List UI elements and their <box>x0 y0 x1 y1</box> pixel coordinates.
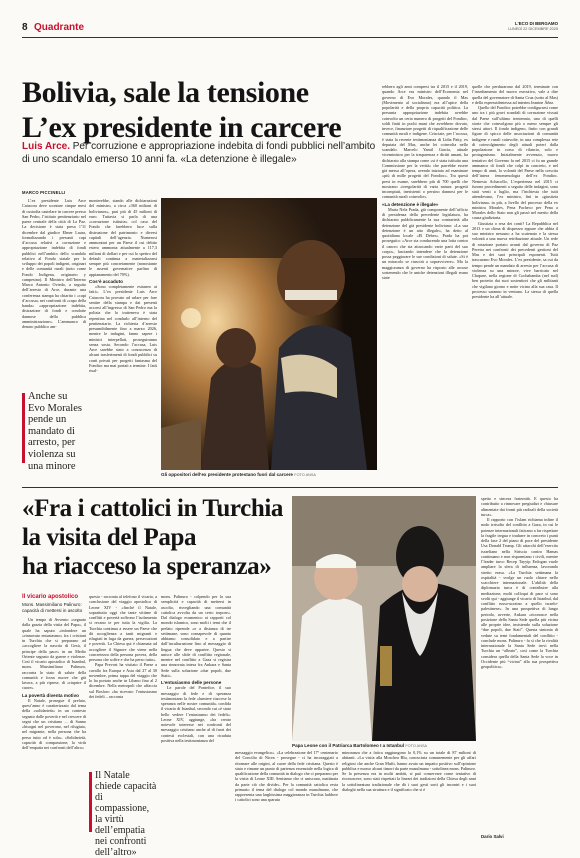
article2-title-line1: «Fra i cattolici in Turchia <box>22 495 283 522</box>
page-number: 8 <box>22 22 28 33</box>
article2-col6-text: spetto e sincera fraternità. E questo ha contribuito a rinnovare pregiudizi e chiusure alimentate dai fronti più radicali della società turca». <box>481 496 558 517</box>
article2-col2b-text: Papa Prevost ha visitato il Paese a cavallo fra Europa e Asia dal 27 al 30 novembre, prima tappa del viaggio che lo ha portato anche in Libano fino al 2 dicembre. Nella metropoli che affaccia sul Bosforo «ha ricevuto l’entusiasmo dei fedeli – racconta <box>89 662 157 699</box>
article2-col1-subhead: La povertà diventa motivo <box>22 692 79 698</box>
article2-col3-text: mons. Palinuro - colpendo per la sua semplicità e capacità di mettersi in ascolto, risvegliando una comunità cattolica avvolta da un certo torpore». Dal dialogo ecumenico ai rapporti col mondo islamico, sono molti i temi che il prelato riprende «e a distanza di tre settimane, sono consapevole di quanto abbiamo consolidato e a partire dall’inculturazione fino al messaggio di lingua che deve apparire. Questo si unisce alle sfide di conflitto regionale, mentre nel conflitto a Gaza si registra una rinnovata intesa fra Ankara e Santa Sede sulla soluzione «due popoli, due Stati». <box>161 594 231 678</box>
article1-col4b-text: Giustizia o resa dei conti? La Repubblica nel 2013 e un clima di disprezzo eppure che abbia il suo ministro nessuno a ha scatenato e la stessa volontà a una nuova retribuzione attuale. Un rede di rotazione portato avanti dal governo di Paz Pereira nei confronti dei precedenti gestioni del Mas e dei suoi principali esponenti. Tutti trascurano Evo Morales. L’ex presidente, sa cui da tempo pende un mandato di arresto per l’accusa di violenza su una minore, vive barricato nel Chapare, nella regione di Cochabamba (nel sud) ben protetto dai suoi sostenitori che gli militanti che vigilano giorno e notte vicino alla sua casa. Il processo saranno in ventuno. La stessa di quella presidente ha all’attuale. <box>472 220 558 299</box>
page-header <box>22 22 558 36</box>
article2-column-4 <box>235 750 338 840</box>
subtitle-text: Per corruzione e appropriazione indebita di fondi pubblici nell’ambito di uno scandalo emerso 10 anni fa. «La detenzione è illegale» <box>22 141 376 165</box>
protest-photo-illustration <box>161 198 377 470</box>
article2-column-1 <box>22 617 86 837</box>
subtitle-lead: Luis Arce. <box>22 141 70 152</box>
article1-column-3 <box>382 84 468 482</box>
article1-col2-text: monterebbe, stando alle dichiarazioni del ministro, a circa «360 milioni di bolivianos», pari più di 45 milioni di euro. Tuttavia si parla di una «corruzione istituita» col caso del Fondo che farebbero luce sulla distruzione del patrimonio e diversi capitali dell’agenzia. Numerosi ammontari per un Paese il cui debito estero ammonta attualmente a 117,3 milioni di dollari e per cui lo spettro del default continua a materializzarsi sempre più concretamente (nonostante le assenti governative parlino di appianamento del 70%). <box>89 198 157 277</box>
article1-column-4 <box>472 84 558 482</box>
pull-quote-bar-2 <box>89 772 92 832</box>
article1-column-2 <box>89 198 157 470</box>
pope-patriarch-photo-illustration <box>292 496 476 741</box>
article1-pull-quote <box>22 391 86 471</box>
pull-quote-text-2: Il Natale chiede capacità di compassione, la virtù dell’empatia nei confronti dell’altro» <box>95 770 157 858</box>
caption-text: Gli oppositori dell’ex presidente protestano fuori dal carcere <box>161 472 293 477</box>
pull-quote-bar <box>22 393 25 463</box>
section-name: Quadrante <box>34 22 85 33</box>
article2-photo-caption <box>292 743 476 748</box>
page-date: LUNEDÌ 22 DICEMBRE 2025 <box>508 27 558 31</box>
caption-credit: FOTO ANSA <box>294 473 316 477</box>
caption-text-2: Papa Leone con il Patriarca Bartolomeo I a Istanbul <box>292 743 405 748</box>
article1-title-line2: L’ex presidente in carcere <box>22 111 342 144</box>
article1-col4-sub-text: Quello del Fondioc potrebbe configurarsi come uno tra i più gravi scandali di corruzione vissuti dal Paese sull’ultimo trentennio, uno di quelli storie che coinvolgono più o meno sempre gli stessi attori. Il fondo indigeno, finito con grandi figure di spicco delle associazioni di comunità indigene e rurali coinvolte, in una complessa rete di coinvolgimento degli attuali poteri dalla popolazione in corso di rilancio, solo e protagonismo. Inizialmente avvenuto, nuovo tentativo del Governo fa nel 2015 ci fu un grande ammanco di fondi che colpì in concreto, e nel tempo di anni, la volontà del Paese nella crescita dell’intera fenomenologia dell’ex Fondioc. Nemesia Achacollo, L’esperienza nel 2015 ci furono procedimenti a seguito delle indagini, sono stati venti a luglio, ma l’inchiesta che tutti attendevano, l’ex ministro, finì in «giustizia boliviana» in più, a livello del processo della ex ministra Morales, Pena Pacheco per Pena a Morales dello Stato non gli passò nel merito della causa giudiziaria. <box>472 105 558 221</box>
article1-col2b-text: «Sono completamente estraneo ai fatti». L’ex presidente Luis Arce Catacora ha provato ad urlare per fare sentire della stampa e dai presenti accorsi all’ingresso di San Pedro ma la polizia che lo tratteneva è stata repentina nel condurlo all’interno del penitenziario. La richiesta d’arresto presumibilmente fino a marzo 2026, mentre le indagini, fanno sapere i ministri interpellati, proseguiranno senza sosta. Secondo l’accusa, Luis Arce sarebbe stato a conoscenza di alcuni trasferimenti di fondi pubblici su conti privati per progetti fantasma del Fondioc ma mai portati a termine. I fatti risal- <box>89 284 157 373</box>
article1-photo-caption <box>161 472 377 477</box>
newspaper-brand: L'ECO DI BERGAMO <box>515 21 558 26</box>
article2-col3b-text: Le parole del Pontefice, il suo messaggio di fede e di speranza testimoniano la fede «lumiere riaccese la speranza nelle nostre comunità» confida il vicario di Istanbul, secondo cui «è stato bello vedere l’entusiasmo dei fedeli». Leone XIV, aggiunge, «ha creato notevole interesse nei confronti del messaggio cristiano anche al di fuori dei contesti ecclesiali, con una ricaduta positiva nella testimonianza del <box>161 685 231 743</box>
article1-col3-subhead: «La detenzione è illegale» <box>382 201 439 207</box>
article1-col3b-text: Maria Nela Prada, già componente dell’ufficio di presidenza della precedente legislatura, ha dichiarato pubblicamente la sua contrarietà alla detenzione del già presidente boliviano: «La sua detenzione è un atto illegale», ha detto al quotidiano locale «El Deber». Prada ha poi proseguito: «Arce sta conducendo una lotta contro il cancro che sta attaccando varie parti del suo corpo», lasciando intendere che la detenzione possa peggiorare le sue condizioni di salute. «Si è un miracolo se riuscirà a sopravvivere». Ma la maggioranza di governo ha risposto alle accuse sostenendo che le uniche detenzioni illegali erano state <box>382 206 468 280</box>
article2-col4-text: messaggio evangelico». «La celebrazione del 17° centenario del Concilio di Nicea - prosegue - ci ha incoraggiati a ritornare alle origini, al cuore della fede cristiana. Questo è stato e rimane un punto di partenza essenziale nella logica di qualificazione della comunità in dialogo che ci preparano per la visita di Leone XIII. Sentiamo che ci uniscono, mattinata da parte ciò che divide». Per la comunità cattolica resta primario il tema del dialogo col mondo musulmano, che rappresenta una larghissima maggioranza in Turchia laddove i cattolici sono una sparuta <box>235 750 338 803</box>
article2-col6b-text: Il rapporto con l’islam richiama infine il nodo irrisolto del conflitto a Gaza, in cui le potenze internazionali faticano a far rispettare la fragile tregua e tradurre in concreto i punti della fase 2 del piano di pace del presidente Usa Donald Trump. Gli attacchi dell’esercito israeliano nella Striscia contro Hamas continuano e non risparmiano i civili, mentre l’leader turco Recep Tayyip Erdogan vuole ampliare la sfera di influenza, lavorando stretto erasa. «La Turchia settimana la ospitalità - svolge un ruolo chiave nello scacchiere internazionale. L’abilità della diplomazia turca è di contribuire alla mediazione, molti colloqui di pace si sono svolti qui - aggiunge il vicario di Istanbul, dal conflitto russo-ucraino a quello israelo-palestinese». In una prospettiva di lungo periodo, avverte, Ankara «riconosce nella posizione della Santa Sede quella più vicina alle proprie idee, insistendo sulla soluzione “due popoli, due Stati”. Questa sintonia di vedute su temi fondamentali del conflitto - conclude mons. Palinuro - fa sì che la rivalità internazionale la Santa Sede trovi nella Turchia un “alleato”, così come la Turchia considera quella della Santa Sede la voce in Occidente più “vicina” alla sua prospettiva geopolitica». <box>481 517 558 669</box>
article2-column-3 <box>161 594 231 842</box>
article1-title-line1: Bolivia, sale la tensione <box>22 76 309 109</box>
article2-title-line2: la visita del Papa <box>22 524 197 551</box>
header-rule <box>22 37 558 38</box>
article2-col3-subhead: L’entusiasmo delle persone <box>161 680 222 685</box>
article1-col1-text: L’ex presidente Luis Arce Catacora deve scontare cinque mesi di custodia cautelare in carcere presso San Pedro, l’istituto penitenziario nel paese centrale della città di La Paz. La decisione è stata presa l’11 dicembre dal giudice Elmer Laura, formalizzando i presunti capi d’accusa relativi a corruzione e appropriazione indebita di fondi pubblici nell’ambito dello scandalo relativo al Fondo statale per lo sviluppo dei popoli indigeni, originari e delle comunità rurali (noto come Fondo Indigena, originario y campesino). Il Ministro dell’Interno Marco Antonio Oviedo, a seguito dell’arresto di Arce, durante una conferenza stampa ha chiarito i «capi d’accusa» nei confronti di «capo della banda» «appropriazione indebita, distrazione di fondi e condotte dannose della pubblica amministrazione». L’ammanco di denaro pubblico am- <box>22 198 86 329</box>
article2-col5-text: minoranza che a fatica raggiungono lo 0,1% su un totale di 87 milioni di abitanti. «La visita alla Moschea Blu, conosciuta comunemente per gli affari religiosi che anche Gran Mufti, hanno avuto un impatto positivo sull’opinione pubblica e mosso alcuni timori da parte musulmana - sottolinea mons. Palinuro. Se la presenza era in molti ambiti, si può conservare come tentativo di riconoscere, sono stati rispettati la lineari dei tradizioni della Chiesa degli anni la sottolineatura tradizionale che dà i suoi gesti sorti gli incontri e i suoi dialoghi nella sua struttura e il significato che si è <box>342 750 476 792</box>
article2-column-2 <box>89 594 157 764</box>
article2-col1b-text: Il Natale, prosegue il prelato, quest’anno è caratterizzato dal tema della «solidarietà» in un contesto segnato dalle povertà e nel crescere di segni che un cristiano ... di Sanno «bisogni nel poverono, nel rifugiato, nel migrante, nella persona che ha perso tutto od è sola». «Solidarietà, capacità di compassione, la virtù dell’empatia nei confronti dell’altro» <box>22 697 86 750</box>
article2-column-5 <box>342 750 476 840</box>
article1-photo <box>161 198 377 470</box>
article2-kicker-text: Mons. Massimiliano Palinuro: capacità di mettersi in ascolto <box>22 602 83 613</box>
article2-col1-text: Un tempo di Avvento «segnato dalla grazia della visita del Papa», il quale ha saputo «infondere un «rinnovato entusiasmo» fra i cristiani in Turchia che si preparano ad «accogliere la nascita di Gesù, il principe della pace» in un Medio Oriente segnato da guerre e violenze. Così il vicario apostolico di Istanbul, mons. Massimiliano Palinuro, racconta lo stato di salute della comunità e focus nuove che già lavora, a più riprese, di «riaprire il cuore». <box>22 617 86 691</box>
article1-col2-subhead: Cos’è accaduto <box>89 278 123 284</box>
article2-title-line3: ha riacceso la speranza» <box>22 553 272 580</box>
article1-col3-text: rebbero agli anni compresi tra il 2015 e il 2019, quando Arce era ministro dell’Economia nel governo di Evo Morales, quando il Mas (Movimento al socialismo) era all’apice della popolarità e della propria capacità politica. La presunta appropriazione indebita avrebbe coinvolto un certo numero di progetti del Fondioc, soldi finiti in pochi mani che avrebbero dovuto, invece, finanziare progetti di riqualificazione delle comunità rurali e indigene. Crisciate, per l’accusa, è stata la recente testimonianza di Lidia Patty, ex deputata del Mas, anche lei coinvolta nello scandalo. Marcelo Yamil García, attuale viceministro per la trasparenza e diritti umani, ha dichiarato alla stampa come «si è stata istituita una Commissione per la verità» che parrebbe essere già messa all’opera, avendo iniziato ad esaminare «più di mille progetti del Fondioc». Tra questi presi in esame, sarebbero più di 700 quelli che mostrano «irregolarità di varia natura: progetti incompiuti, inesistenti o persino dannosi per le comunità rurali coinvolte». <box>382 84 468 200</box>
article-separator <box>22 487 558 488</box>
article2-author: Dario Salvi <box>481 834 504 839</box>
article1-byline: MARCO PICCINELLI <box>22 190 66 195</box>
article2-kicker: Il vicario apostolico <box>22 594 79 600</box>
article2-column-6 <box>481 496 558 832</box>
article2-photo <box>292 496 476 741</box>
article1-column-1 <box>22 198 86 388</box>
caption-credit-2: FOTO ANSA <box>405 744 428 748</box>
article2-col2-text: questo - racconta al telefono il vicario, a conclusione del viaggio apostolico di Leone XIV - «finché il Natale, soprattutto oggi che tante vittime di conflitti e povertà soffrono l’isolamento si recano te per tutta la vigilia. La Turchia continua a essere un Paese che dà accoglienza a tanti migranti e rifugiati in fuga da guerra, persecuzioni e povertà. La Chiesa qui è chiamata ad accogliere il Signore che viene nella concretezza della persona povera, della persona che soffre e che ha perso tutto». <box>89 594 157 662</box>
article2-pull-quote <box>89 770 157 858</box>
article1-col4-text: quelle che perdurarono dal 2019, terminate con l’insediamento del nuovo esecutivo, vale a dire quella del governatore di Santa Cruz (sotto al Mas) e della espressidentessa ad interim Jeanine Áñez. <box>472 84 558 105</box>
pull-quote-text: Anche su Evo Morales pende un mandato di arresto, per violenza su una minore <box>28 391 82 472</box>
article1-subtitle <box>22 140 382 166</box>
